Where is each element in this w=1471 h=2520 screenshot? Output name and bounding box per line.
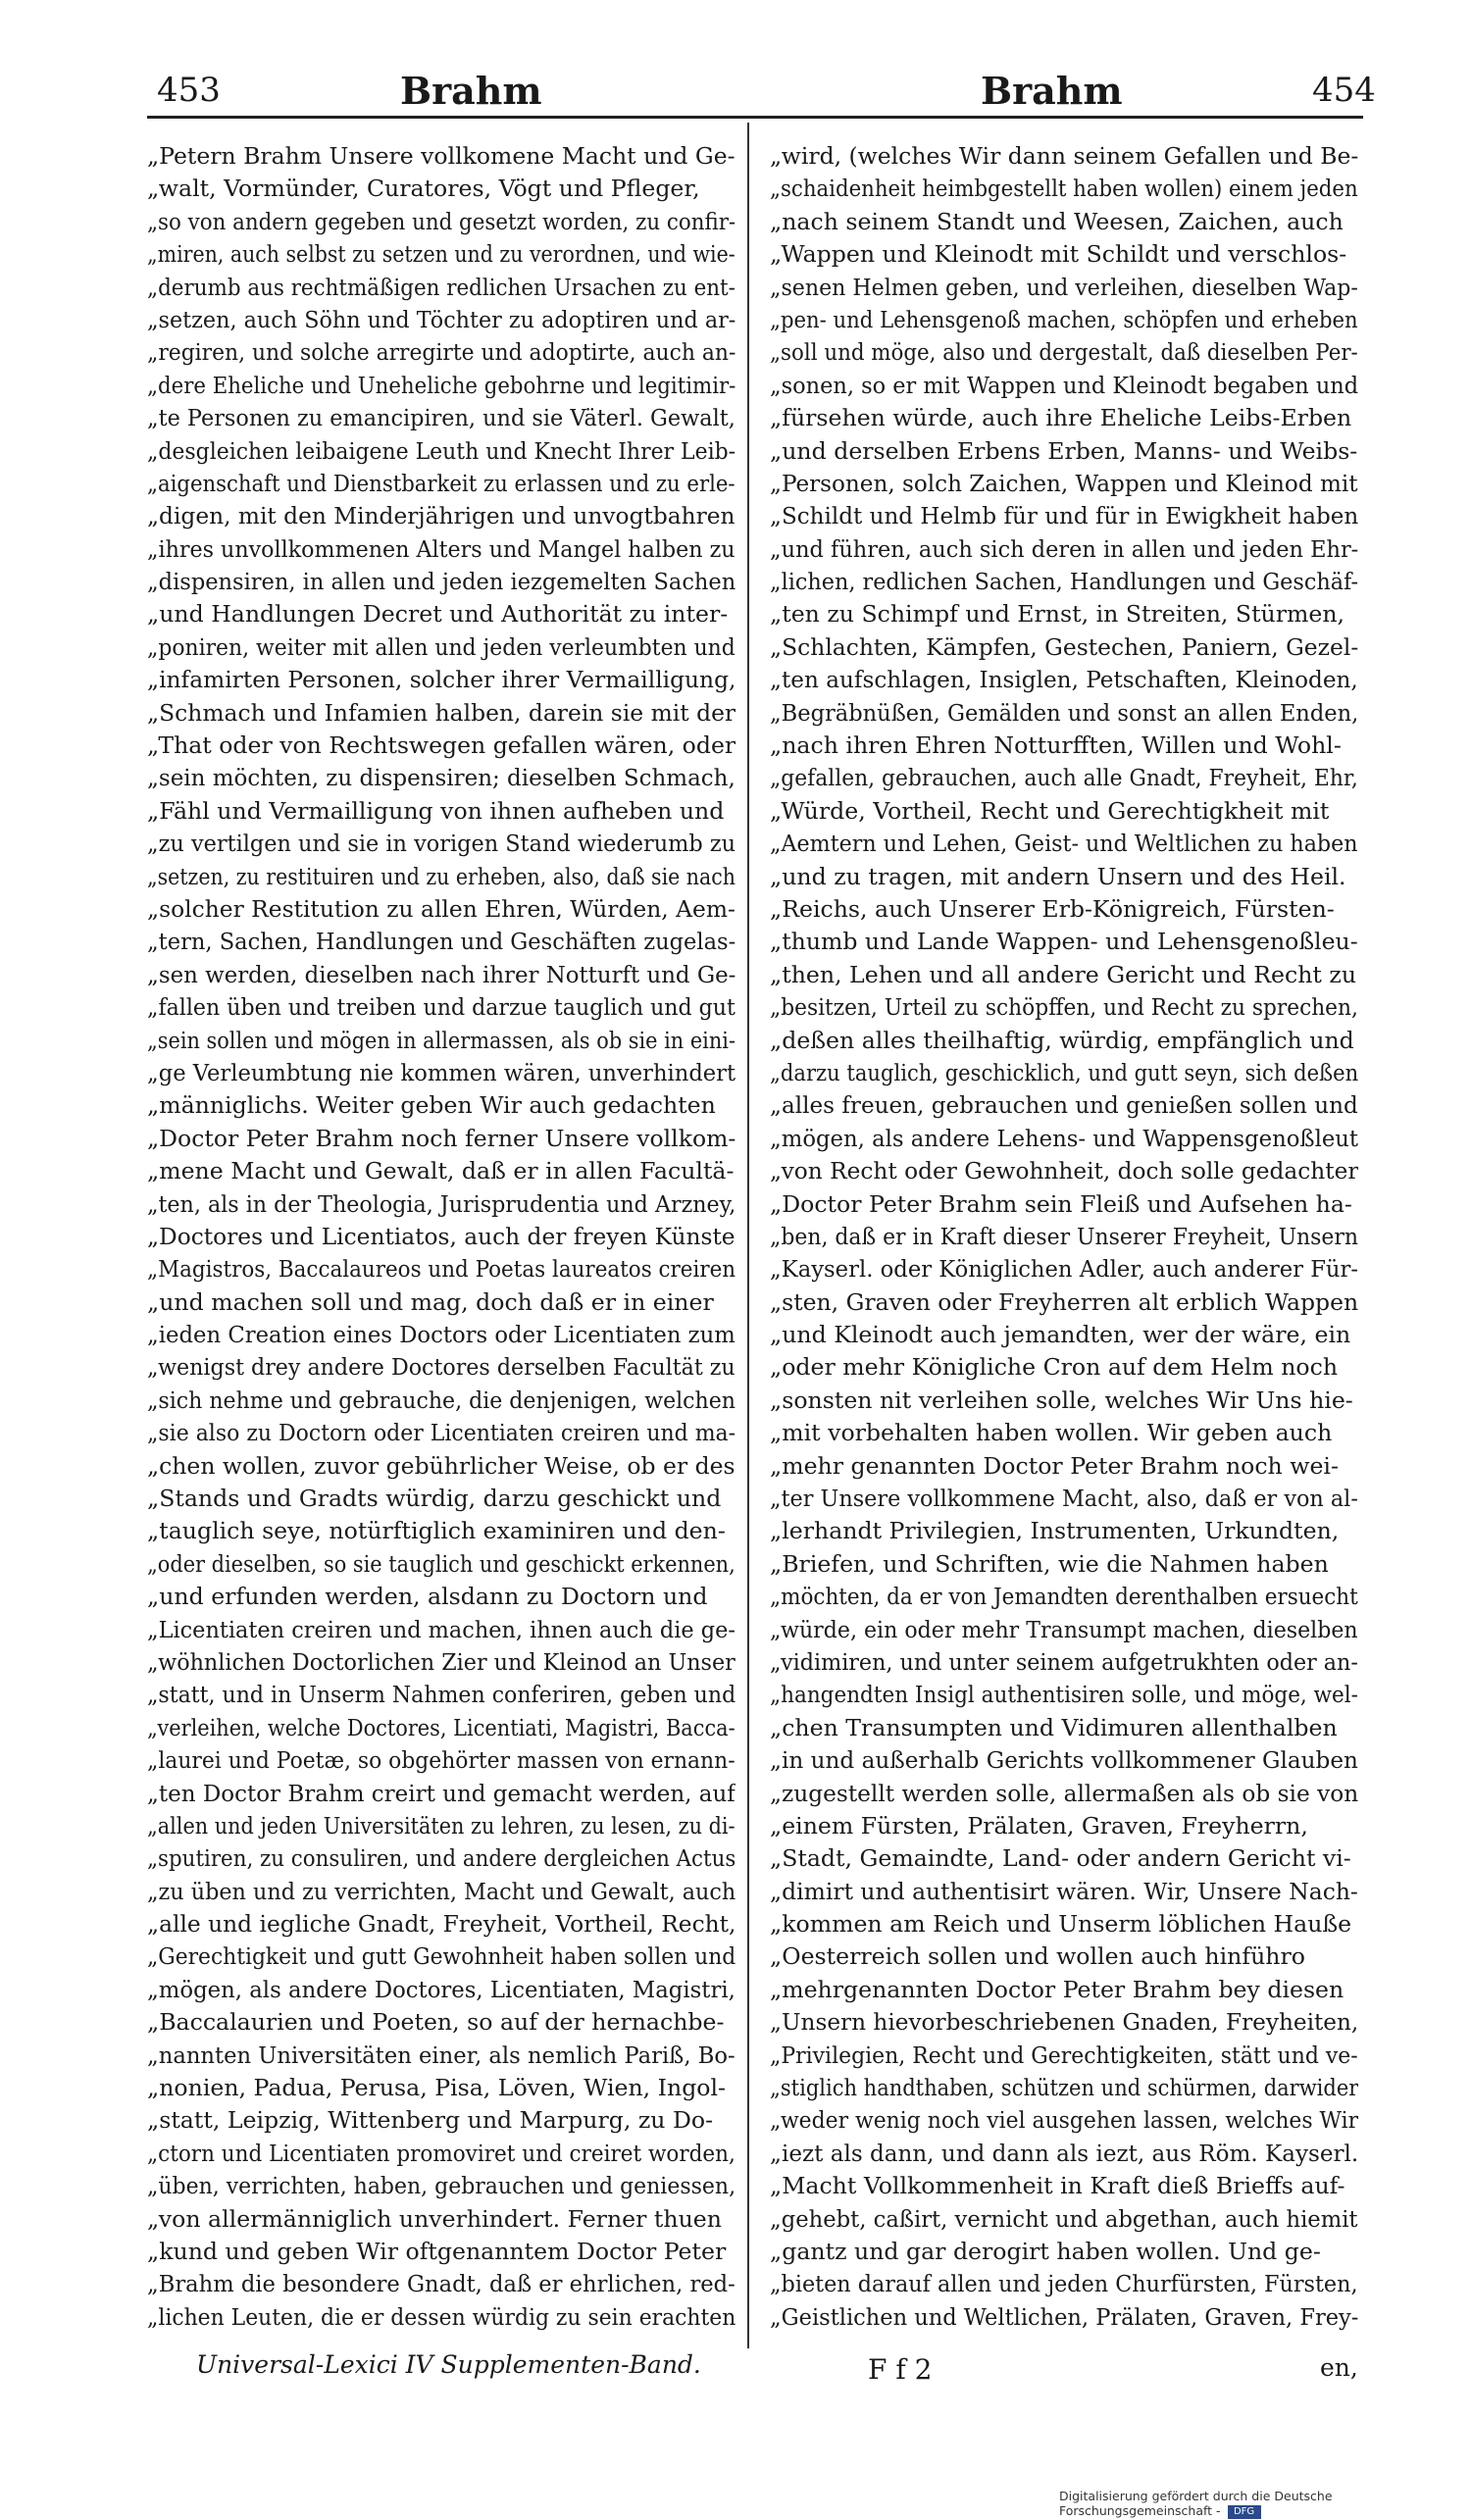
dfg-logo: DFG [1228,2505,1261,2519]
text-line: „sten, Graven oder Freyherren alt erblich Wappen [770,1287,1358,1316]
text-line: „thumb und Lande Wappen- und Lehensgenoßleu- [770,928,1358,956]
text-line: „Wappen und Kleinodt mit Schildt und verschlos- [770,240,1347,269]
text-line: „ctorn und Licentiaten promoviret und creiret worden, [147,2139,736,2167]
text-line: „setzen, zu restituiren und zu erheben, also, daß sie nach [147,862,736,890]
text-line: „Brahm die besondere Gnadt, daß er ehrlichen, red- [147,2270,736,2298]
text-line: „Schmach und Infamien halben, darein sie mit der [147,698,736,727]
text-line: „Stadt, Gemaindte, Land- oder andern Gericht vi- [770,1844,1351,1873]
text-line: „sich nehme und gebrauche, die denjenigen, welchen [147,1386,736,1414]
text-line: „in und außerhalb Gerichts vollkommener Glauben [770,1746,1358,1775]
text-line: „sonsten nit verleihen solle, welches Wir Uns hie- [770,1386,1353,1414]
text-line: „zu üben und zu verrichten, Macht und Gewalt, auch [147,1877,736,1905]
text-line: „möchten, da er von Jemandten derenthalben ersuecht [770,1583,1358,1611]
text-line: „allen und jeden Universitäten zu lehren, zu lesen, zu di- [147,1811,736,1840]
text-line: „statt, Leipzig, Wittenberg und Marpurg, zu Do- [147,2106,714,2135]
text-line: „laurei und Poetæ, so obgehörter massen von ernann- [147,1746,736,1775]
text-line: „Doctor Peter Brahm sein Fleiß und Aufsehen ha- [770,1189,1352,1218]
text-line: „fürsehen würde, auch ihre Eheliche Leibs-Erben [770,404,1352,432]
text-line: „Aemtern und Lehen, Geist- und Weltlichen zu haben [770,830,1358,858]
text-line: „und derselben Erbens Erben, Manns- und Weibs- [770,436,1358,465]
text-line: „tern, Sachen, Handlungen und Geschäften zugelas- [147,928,736,956]
text-line: „zu vertilgen und sie in vorigen Stand wiederumb zu [147,830,736,858]
text-line: „dimirt und authentisirt wären. Wir, Unsere Nach- [770,1877,1358,1905]
text-line: „sein möchten, zu dispensiren; dieselben Schmach, [147,764,736,792]
text-line: „Privilegien, Recht und Gerechtigkeiten, stätt und ve- [770,2041,1358,2069]
text-line: „Stands und Gradts würdig, darzu geschickt und [147,1485,722,1513]
text-line: „darzu tauglich, geschicklich, und gutt seyn, sich deßen [770,1058,1358,1086]
text-line: „mehrgenannten Doctor Peter Brahm bey diesen [770,1975,1344,2003]
text-line: „hangendten Insigl authentisiren solle, und möge, wel- [770,1681,1358,1709]
text-line: „Oesterreich sollen und wollen auch hinführo [770,1942,1305,1971]
text-line: „lichen, redlichen Sachen, Handlungen und Geschäf- [770,568,1358,596]
text-line: „Schildt und Helmb für und für in Ewigkheit haben [770,502,1358,530]
right-running-head: Brahm [981,69,1123,113]
text-line: „walt, Vormünder, Curatores, Vögt und Pfleger, [147,175,700,203]
text-line: „zugestellt werden solle, allermaßen als ob sie von [770,1779,1358,1807]
text-line: „ten zu Schimpf und Ernst, in Streiten, Stürmen, [770,600,1345,629]
text-line: „mene Macht und Gewalt, daß er in allen Facultä- [147,1157,735,1185]
text-line: „ten, als in der Theologia, Jurisprudentia und Arzney, [147,1189,736,1218]
text-line: „Doctor Peter Brahm noch ferner Unsere vollkom- [147,1124,736,1152]
text-line: „verleihen, welche Doctores, Licentiati, Magistri, Bacca- [147,1713,736,1741]
sheet-mark: F f 2 [868,2353,933,2386]
text-line: „senen Helmen geben, und verleihen, dieselben Wap- [770,273,1358,301]
text-line: „miren, auch selbst zu setzen und zu verordnen, und wie- [147,240,736,269]
text-line: „kund und geben Wir oftgenanntem Doctor Peter [147,2238,727,2265]
text-line: „bieten darauf allen und jeden Churfürsten, Fürsten, [770,2270,1358,2298]
text-line: „Macht Vollkommenheit in Kraft dieß Brieffs auf- [770,2172,1345,2200]
text-line: „würde, ein oder mehr Transumpt machen, dieselben [770,1615,1358,1643]
text-line: „desgleichen leibaigene Leuth und Knecht Ihrer Leib- [147,436,736,465]
text-line: „sputiren, zu consuliren, und andere dergleichen Actus [147,1844,736,1873]
text-line: „kommen am Reich und Unserm löblichen Hauße [770,1910,1352,1939]
text-line: „solcher Restitution zu allen Ehren, Würden, Aem- [147,894,736,923]
text-line: „gefallen, gebrauchen, auch alle Gnadt, Freyheit, Ehr, [770,764,1358,792]
text-line: „chen wollen, zuvor gebührlicher Weise, ob er des [147,1451,736,1480]
text-line: „Begräbnüßen, Gemälden und sonst an allen Enden, [770,698,1358,727]
text-line: „wird, (welches Wir dann seinem Gefallen und Be- [770,142,1358,170]
text-line: „wöhnlichen Doctorlichen Zier und Kleinod an Unser [147,1647,736,1676]
text-line: „besitzen, Urteil zu schöpffen, und Recht zu sprechen, [770,993,1358,1022]
text-line: „Petern Brahm Unsere vollkomene Macht und Ge- [147,142,736,170]
left-page-number: 453 [157,71,221,110]
text-line: „poniren, weiter mit allen und jeden verleumbten und [147,632,736,661]
text-line: „wenigst drey andere Doctores derselben Facultät zu [147,1353,736,1382]
text-line: „sonen, so er mit Wappen und Kleinodt begaben und [770,371,1358,399]
text-line: „infamirten Personen, solcher ihrer Vermailligung, [147,666,736,694]
text-line: „pen- und Lehensgenoß machen, schöpfen und erheben [770,305,1358,333]
text-line: „ieden Creation eines Doctors oder Licentiaten zum [147,1321,736,1349]
text-line: „regiren, und solche arregirte und adoptirte, auch an- [147,338,736,367]
left-running-head: Brahm [400,69,542,113]
left-column [147,140,736,2334]
text-line: „mehr genannten Doctor Peter Brahm noch wei- [770,1451,1339,1480]
text-line: „so von andern gegeben und gesetzt worden, zu confir- [147,207,736,235]
right-column [770,140,1358,2334]
text-line: „und erfunden werden, alsdann zu Doctorn und [147,1583,708,1611]
text-line: „schaidenheit heimbgestellt haben wollen) einem jeden [770,175,1358,203]
text-line: „stiglich handthaben, schützen und schürmen, darwider [770,2074,1358,2102]
text-line: „Briefen, und Schriften, wie die Nahmen haben [770,1549,1329,1578]
text-line: „digen, mit den Minderjährigen und unvogtbahren [147,502,736,530]
text-line: „ter Unsere vollkommene Macht, also, daß er von al- [770,1485,1358,1513]
text-line: „gehebt, caßirt, vernicht und abgethan, auch hiemit [770,2204,1358,2233]
text-line: „chen Transumpten und Vidimuren allenthalben [770,1713,1338,1741]
text-line: „männiglichs. Weiter geben Wir auch gedachten [147,1091,716,1120]
text-line: „Gerechtigkeit und gutt Gewohnheit haben sollen und [147,1942,736,1971]
text-line: „nonien, Padua, Perusa, Pisa, Löven, Wien, Ingol- [147,2074,727,2102]
text-line: „deßen alles theilhaftig, würdig, empfänglich und [770,1026,1354,1054]
text-line: „iezt als dann, und dann als iezt, aus Röm. Kayserl. [770,2139,1358,2167]
text-line: „statt, und in Unserm Nahmen conferiren, geben und [147,1681,736,1709]
text-line: „sen werden, dieselben nach ihrer Notturft und Ge- [147,960,736,988]
text-line: „dere Eheliche und Uneheliche gebohrne und legitimir- [147,371,736,399]
signature-line: Universal-Lexici IV Supplementen-Band. [196,2350,701,2379]
text-line: „dispensiren, in allen und jeden iezgemelten Sachen [147,568,736,596]
text-line: „alles freuen, gebrauchen und genießen sollen und [770,1091,1358,1120]
text-line: „te Personen zu emancipiren, und sie Väterl. Gewalt, [147,404,736,432]
text-line: „fallen üben und treiben und darzue tauglich und gut [147,993,736,1022]
text-line: „sie also zu Doctorn oder Licentiaten creiren und ma- [147,1419,736,1447]
text-line: „Licentiaten creiren und machen, ihnen auch die ge- [147,1615,736,1643]
text-line: „Unsern hievorbeschriebenen Gnaden, Freyheiten, [770,2008,1358,2037]
text-line: „oder dieselben, so sie tauglich und geschickt erkennen, [147,1549,736,1578]
text-line: „lichen Leuten, die er dessen würdig zu sein erachten [147,2302,736,2331]
right-page-number: 454 [1312,71,1376,110]
text-line: „und machen soll und mag, doch daß er in einer [147,1287,714,1316]
text-line: „nannten Universitäten einer, als nemlich Pariß, Bo- [147,2041,736,2069]
catchword: en, [1320,2353,1358,2382]
text-line: „und Kleinodt auch jemandten, wer der wäre, ein [770,1321,1351,1349]
page-header [0,71,1471,129]
text-line: „ben, daß er in Kraft dieser Unserer Freyheit, Unsern [770,1222,1358,1250]
text-line: „alle und iegliche Gnadt, Freyheit, Vortheil, Recht, [147,1910,736,1939]
text-line: „aigenschaft und Dienstbarkeit zu erlassen und zu erle- [147,469,736,497]
text-line: „Würde, Vortheil, Recht und Gerechtigkheit mit [770,796,1330,825]
text-line: „ten aufschlagen, Insiglen, Petschaften, Kleinoden, [770,666,1358,694]
digitization-credit [1059,2489,1471,2519]
text-line: „Doctores und Licentiatos, auch der freyen Künste [147,1222,736,1250]
text-line: „That oder von Rechtswegen gefallen wären, oder [147,731,736,760]
text-line: „ten Doctor Brahm creirt und gemacht werden, auf [147,1779,736,1807]
text-line: „oder mehr Königliche Cron auf dem Helm noch [770,1353,1339,1382]
text-line: „weder wenig noch viel ausgehen lassen, welches Wir [770,2106,1358,2135]
text-line: „und zu tragen, mit andern Unsern und des Heil. [770,862,1346,890]
text-line: „und Handlungen Decret und Authorität zu inter- [147,600,729,629]
text-line: „mögen, als andere Lehens- und Wappensgenoßleut [770,1124,1358,1152]
header-rule [147,116,1363,119]
text-line: „Magistros, Baccalaureos und Poetas laureatos creiren [147,1255,736,1284]
text-line: „mit vorbehalten haben wollen. Wir geben auch [770,1419,1333,1447]
text-line: „Kayserl. oder Königlichen Adler, auch anderer Für- [770,1255,1358,1284]
text-line: „gantz und gar derogirt haben wollen. Und ge- [770,2238,1321,2265]
text-line: „Personen, solch Zaichen, Wappen und Kleinod mit [770,469,1358,497]
text-line: „derumb aus rechtmäßigen redlichen Ursachen zu ent- [147,273,736,301]
text-line: „von allermänniglich unverhindert. Ferner thuen [147,2204,722,2233]
text-line: „nach seinem Standt und Weesen, Zaichen, auch [770,207,1344,235]
text-line: „Geistlichen und Weltlichen, Prälaten, Graven, Frey- [770,2302,1358,2331]
text-line: „Fähl und Vermailligung von ihnen aufheben und [147,796,725,825]
text-line: „tauglich seye, notürftiglich examiniren und den- [147,1517,726,1545]
text-line: „üben, verrichten, haben, gebrauchen und geniessen, [147,2172,736,2200]
text-line: „Reichs, auch Unserer Erb-Königreich, Fürsten- [770,894,1335,923]
text-line: „von Recht oder Gewohnheit, doch solle gedachter [770,1157,1358,1185]
text-line: „einem Fürsten, Prälaten, Graven, Freyherrn, [770,1811,1308,1840]
text-line: „sein sollen und mögen in allermassen, als ob sie in eini- [147,1026,736,1054]
text-line: „then, Lehen und all andere Gericht und Recht zu [770,960,1357,988]
column-divider [747,123,749,2348]
text-line: „lerhandt Privilegien, Instrumenten, Urkundten, [770,1517,1340,1545]
text-line: „Baccalaurien und Poeten, so auf der hernachbe- [147,2008,725,2037]
text-line: „mögen, als andere Doctores, Licentiaten, Magistri, [147,1975,736,2003]
text-line: „Schlachten, Kämpfen, Gestechen, Paniern, Gezel- [770,632,1358,661]
text-line: „nach ihren Ehren Notturfften, Willen und Wohl- [770,731,1342,760]
text-line: „ihres unvollkommenen Alters und Mangel halben zu [147,534,736,563]
text-line: „ge Verleumbtung nie kommen wären, unverhindert [147,1058,736,1086]
credit-text: Digitalisierung gefördert durch die Deutsche Forschungsgemeinschaft - [1059,2489,1333,2518]
text-line: „und führen, auch sich deren in allen und jeden Ehr- [770,534,1358,563]
text-line: „vidimiren, und unter seinem aufgetrukhten oder an- [770,1647,1358,1676]
text-line: „setzen, auch Söhn und Töchter zu adoptiren und ar- [147,305,736,333]
text-line: „soll und möge, also und dergestalt, daß dieselben Per- [770,338,1358,367]
